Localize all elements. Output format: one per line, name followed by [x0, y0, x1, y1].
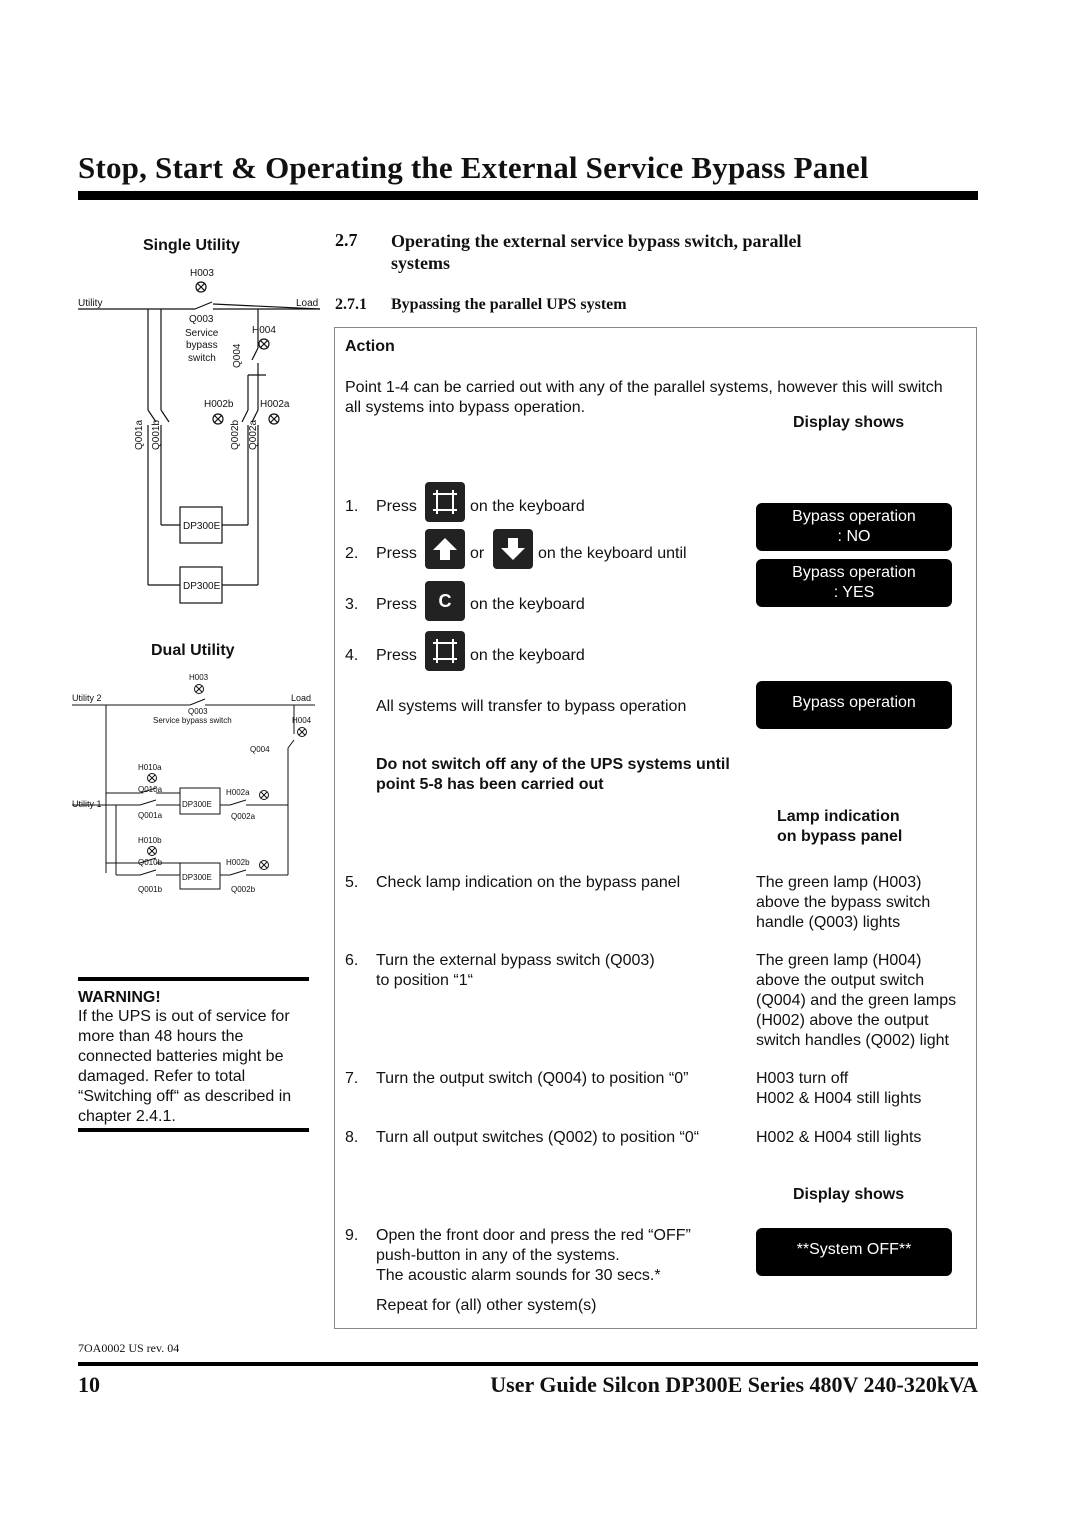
dd-utility2-label: Utility 2	[72, 693, 102, 703]
dd-h002a-label: H002a	[226, 788, 250, 797]
step-press: Press	[376, 545, 417, 562]
sd-dp1-label: DP300E	[183, 521, 221, 532]
dd-service-switch-label: Service bypass switch	[153, 716, 232, 725]
step-line: The acoustic alarm sounds for 30 secs.*	[376, 1267, 661, 1284]
key-c-label: C	[438, 590, 452, 611]
key-up	[425, 529, 465, 569]
lamp-text	[756, 873, 930, 933]
sd-q001b-label: Q001b	[151, 419, 162, 450]
dd-q003-label: Q003	[188, 707, 208, 716]
step-press: Press	[376, 498, 417, 515]
step-number: 1.	[345, 498, 359, 515]
sd-bypass-label: bypass	[186, 340, 218, 351]
dd-q001a-label: Q001a	[138, 811, 163, 820]
display-shows-heading-2: Display shows	[793, 1186, 905, 1203]
lcd-line: Bypass operation	[792, 564, 916, 581]
lamp-heading-line: on bypass panel	[777, 828, 903, 845]
warning-top-rule	[78, 977, 309, 981]
step-text	[376, 1226, 691, 1286]
step-after: on the keyboard	[470, 647, 585, 664]
lcd-line: : NO	[837, 528, 871, 545]
lamp-line: switch handles (Q002) light	[756, 1032, 949, 1049]
step-number: 9.	[345, 1227, 359, 1244]
warning-text	[78, 1007, 291, 1127]
sd-h003-label: H003	[190, 268, 214, 279]
subsection-title: Bypassing the parallel UPS system	[391, 296, 627, 313]
section-title	[391, 230, 801, 274]
caution-text	[376, 755, 730, 795]
dd-h010b-label: H010b	[138, 836, 162, 845]
repeat-text: Repeat for (all) other system(s)	[376, 1297, 597, 1314]
single-utility-diagram	[70, 260, 330, 610]
warning-line: “Switching off“ as described in	[78, 1088, 292, 1105]
lamp-text	[756, 1069, 921, 1109]
step-number: 5.	[345, 874, 359, 891]
warning-line: connected batteries might be	[78, 1048, 284, 1065]
lcd-system-off: **System OFF**	[756, 1228, 952, 1276]
step-after: on the keyboard	[470, 498, 585, 515]
action-intro	[345, 378, 943, 418]
step-number: 3.	[345, 596, 359, 613]
section-number: 2.7	[335, 230, 358, 250]
dd-h003-label: H003	[189, 673, 209, 682]
page-number: 10	[78, 1372, 100, 1397]
step-number: 2.	[345, 545, 359, 562]
lamp-line: The green lamp (H003)	[756, 874, 922, 891]
square-enter-icon	[432, 489, 458, 515]
arrow-down-icon	[500, 536, 526, 562]
display-shows-heading: Display shows	[793, 414, 905, 431]
lcd-bypass-yes	[756, 559, 952, 607]
dual-utility-heading: Dual Utility	[151, 642, 235, 659]
dd-q002a-label: Q002a	[231, 812, 256, 821]
warning-line: If the UPS is out of service for	[78, 1008, 290, 1025]
dd-h010a-label: H010a	[138, 763, 162, 772]
step-text	[376, 951, 655, 991]
step-text: Turn the output switch (Q004) to position “0”	[376, 1070, 689, 1087]
dual-utility-diagram	[70, 668, 330, 903]
warning-line: chapter 2.4.1.	[78, 1108, 176, 1125]
caution-line: point 5-8 has been carried out	[376, 776, 604, 793]
key-enter-2	[425, 631, 465, 671]
step-text: Check lamp indication on the bypass panel	[376, 874, 681, 891]
lamp-text	[756, 951, 956, 1051]
step-press: Press	[376, 647, 417, 664]
lamp-heading-line: Lamp indication	[777, 808, 900, 825]
lamp-line: handle (Q003) lights	[756, 914, 901, 931]
section-title-line: Operating the external service bypass switch, parallel	[391, 231, 802, 251]
warning-heading: WARNING!	[78, 989, 161, 1006]
dd-dp1-label: DP300E	[182, 800, 212, 809]
sd-q002b-label: Q002b	[230, 419, 241, 450]
sd-h002a-label: H002a	[260, 399, 290, 410]
dd-h004-label: H004	[292, 716, 312, 725]
step-text: Turn all output switches (Q002) to position “0“	[376, 1129, 700, 1146]
lamp-text: H002 & H004 still lights	[756, 1129, 922, 1146]
lcd-line: Bypass operation	[792, 508, 916, 525]
sd-h004-label: H004	[252, 325, 276, 336]
warning-line: damaged. Refer to total	[78, 1068, 246, 1085]
subsection-number: 2.7.1	[335, 296, 367, 313]
caution-line: Do not switch off any of the UPS systems until	[376, 756, 730, 773]
lamp-line: H002 & H004 still lights	[756, 1090, 922, 1107]
key-enter-1	[425, 482, 465, 522]
step-after: on the keyboard until	[538, 545, 687, 562]
footer-rule	[78, 1362, 978, 1366]
sd-q003-label: Q003	[189, 314, 214, 325]
sd-q001a-label: Q001a	[134, 419, 145, 450]
step-or: or	[470, 545, 485, 562]
transfer-text: All systems will transfer to bypass operation	[376, 698, 687, 715]
sd-switch-label: switch	[188, 353, 216, 364]
step-number: 6.	[345, 952, 359, 969]
lamp-line: The green lamp (H004)	[756, 952, 922, 969]
step-number: 4.	[345, 647, 359, 664]
warning-bottom-rule	[78, 1128, 309, 1132]
sd-dp2-label: DP300E	[183, 581, 221, 592]
action-heading: Action	[345, 338, 395, 355]
sd-load-label: Load	[296, 298, 319, 309]
intro-line: all systems into bypass operation.	[345, 399, 586, 416]
intro-line: Point 1-4 can be carried out with any of the parallel systems, however this will switch	[345, 379, 943, 396]
dd-q002b-label: Q002b	[231, 885, 256, 894]
step-line: Open the front door and press the red “OFF”	[376, 1227, 691, 1244]
step-after: on the keyboard	[470, 596, 585, 613]
key-c	[425, 581, 465, 621]
section-title-line: systems	[391, 253, 450, 273]
step-number: 7.	[345, 1070, 359, 1087]
dd-q004-label: Q004	[250, 745, 270, 754]
lamp-line: (H002) above the output	[756, 1012, 929, 1029]
title-rule	[78, 191, 978, 200]
footer-title: User Guide Silcon DP300E Series 480V 240-320kVA	[490, 1372, 978, 1397]
lamp-line: H003 turn off	[756, 1070, 849, 1087]
single-utility-heading: Single Utility	[143, 237, 240, 254]
lcd-bypass-operation: Bypass operation	[756, 681, 952, 729]
sd-q004-label: Q004	[232, 343, 243, 368]
dd-load-label: Load	[291, 693, 312, 703]
key-down	[493, 529, 533, 569]
step-line: to position “1“	[376, 972, 473, 989]
lamp-line: above the bypass switch	[756, 894, 931, 911]
lcd-bypass-no	[756, 503, 952, 551]
step-press: Press	[376, 596, 417, 613]
step-line: Turn the external bypass switch (Q003)	[376, 952, 655, 969]
lamp-indication-heading	[777, 807, 902, 847]
doc-code: 7OA0002 US rev. 04	[78, 1341, 180, 1355]
sd-h002b-label: H002b	[204, 399, 234, 410]
sd-service-label: Service	[185, 328, 219, 339]
square-enter-icon	[432, 638, 458, 664]
lamp-line: (Q004) and the green lamps	[756, 992, 957, 1009]
dd-h002b-label: H002b	[226, 858, 250, 867]
dd-q010b-label: Q010b	[138, 858, 163, 867]
sd-q002a-label: Q002a	[248, 419, 259, 450]
arrow-up-icon	[432, 536, 458, 562]
step-line: push-button in any of the systems.	[376, 1247, 620, 1264]
dd-q001b-label: Q001b	[138, 885, 163, 894]
dd-q010a-label: Q010a	[138, 785, 163, 794]
lcd-line: : YES	[833, 584, 875, 601]
dd-utility1-label: Utility 1	[72, 799, 102, 809]
warning-line: more than 48 hours the	[78, 1028, 244, 1045]
page-title: Stop, Start & Operating the External Service Bypass Panel	[78, 150, 869, 185]
sd-utility-label: Utility	[78, 298, 103, 309]
lamp-line: above the output switch	[756, 972, 925, 989]
step-number: 8.	[345, 1129, 359, 1146]
dd-dp2-label: DP300E	[182, 873, 212, 882]
